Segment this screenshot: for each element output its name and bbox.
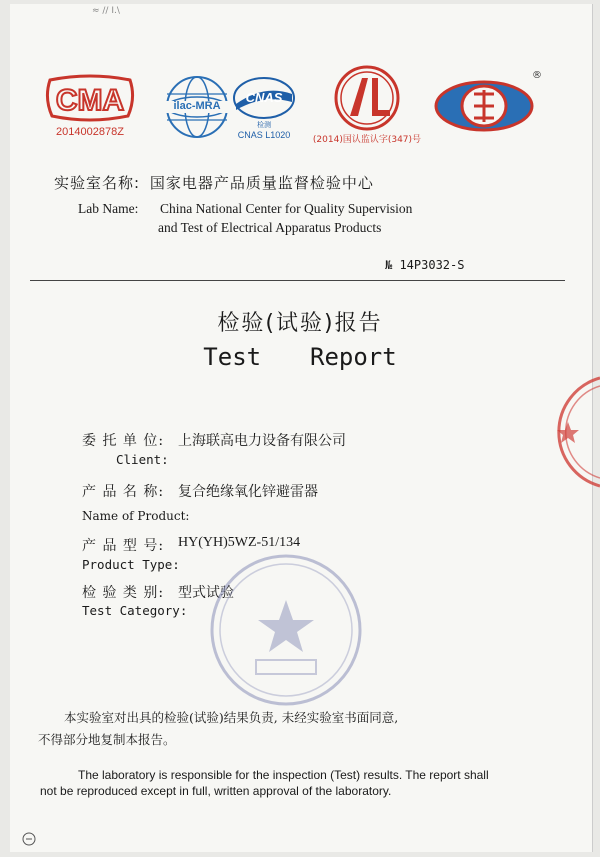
product-name-label-en: Name of Product:: [82, 509, 190, 523]
title-en: Test Report: [203, 343, 397, 371]
client-label-cn: 委 托 单 位:: [82, 433, 165, 449]
official-stamp: [204, 548, 368, 712]
product-name-label-cn: 产 品 名 称:: [82, 484, 165, 500]
ccc-logo: [432, 72, 542, 136]
lab-name-cn-line: [54, 172, 374, 193]
ccc-registered: ®: [532, 70, 542, 81]
ccc-icon: [432, 72, 542, 136]
ilac-text: ilac-MRA: [173, 100, 221, 112]
cma-logo: [42, 70, 138, 142]
notice-cn-line2: 不得部分地复制本报告。: [38, 732, 176, 747]
product-type-label-en: Product Type:: [82, 557, 180, 572]
product-type-label-cn: 产 品 型 号:: [82, 538, 165, 554]
lab-name-block: [54, 172, 413, 235]
cnas-logo: [232, 74, 296, 146]
test-category-label-cn: 检 验 类 别:: [82, 585, 165, 601]
header-rule: [30, 280, 565, 281]
cma-icon: [42, 70, 138, 126]
lab-label-en: Lab Name:: [78, 201, 139, 216]
client-label-en: Client:: [116, 452, 169, 467]
notice-en-line1: The laboratory is responsible for the inspection (Test) results. The report shall: [78, 768, 489, 782]
cnas-number: CNAS L1020: [237, 130, 291, 140]
test-category-value: 型式试验: [178, 585, 234, 601]
product-type-value: HY(YH)5WZ-51/134: [178, 535, 301, 550]
report-number: № 14P3032-S: [385, 258, 465, 272]
notice-en-line2: not be reproduced except in full, written approval of the laboratory.: [40, 784, 392, 798]
cal-logo: [312, 64, 422, 148]
ilac-logo: [162, 74, 232, 140]
lab-name-en-line2: and Test of Electrical Apparatus Products: [158, 220, 382, 235]
title-cn: 检验(试验)报告: [217, 311, 383, 336]
test-category-label-en: Test Category:: [82, 603, 188, 618]
client-value: 上海联高电力设备有限公司: [178, 433, 346, 449]
page-mark-icon: [22, 832, 36, 846]
lab-name-en-line1: China National Center for Quality Supervision: [160, 201, 413, 216]
product-name-value: 复合绝缘氧化锌避雷器: [178, 484, 318, 500]
cal-icon: [312, 64, 422, 132]
notice-cn-line1: 本实验室对出具的检验(试验)结果负责, 未经实验室书面同意,: [64, 710, 399, 725]
notice-en: [40, 767, 489, 799]
cma-number: 2014002878Z: [56, 126, 124, 138]
cnas-text: CNAS: [245, 90, 283, 105]
handwritten-mark: ≈ // I.\: [92, 6, 120, 16]
lab-name-cn: 国家电器产品质量监督检验中心: [149, 174, 374, 192]
cnas-sub: 检测: [257, 121, 271, 129]
red-seal: [540, 372, 600, 492]
svg-text:CMA: CMA: [55, 84, 125, 117]
notice-cn: [38, 707, 398, 751]
lab-label-cn: 实验室名称:: [54, 174, 141, 192]
cal-number: (2014)国认监认字(347)号: [312, 135, 422, 145]
